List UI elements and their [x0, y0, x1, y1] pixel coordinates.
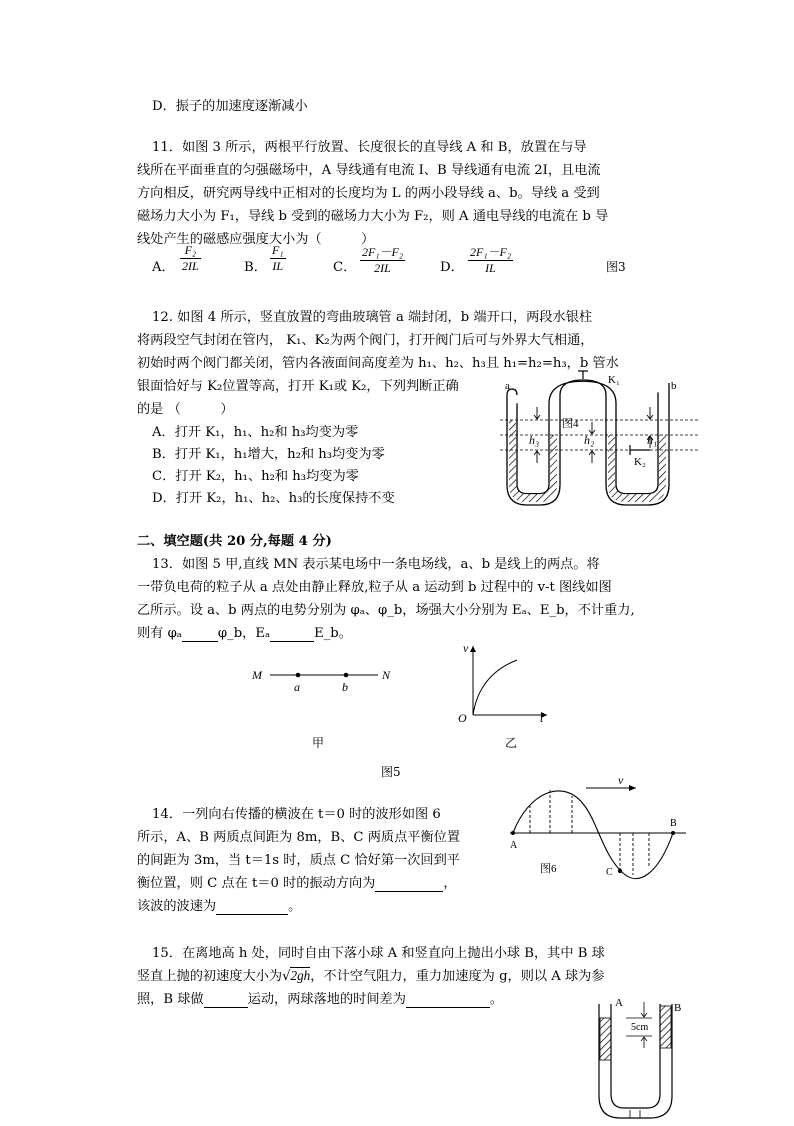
q14-blank-2[interactable] [216, 899, 288, 915]
figure-4-label-h2: h₂ [584, 433, 595, 447]
q15-blank-2[interactable] [406, 992, 490, 1008]
figure-5-label-a: a [294, 680, 300, 694]
q12-option-c: C．打开 K₂，h₁、h₂和 h₃均变为零 [152, 469, 359, 484]
figure-4-label-h3: h₃ [529, 433, 540, 447]
q13-blank-2[interactable] [270, 626, 314, 642]
figure-5-caption-jia: 甲 [312, 736, 325, 750]
figure-6-label-v: v [618, 773, 624, 787]
q14-line-5-end: 。 [288, 899, 302, 914]
figure-6-wave [508, 775, 688, 885]
figure-4-tube-diagram [500, 375, 700, 515]
q11-option-c-num: 2F₁－F₂ [362, 245, 404, 259]
q11-option-c-label: C． [333, 260, 357, 275]
figure-3-label: 图3 [606, 260, 626, 274]
q12-option-b: B．打开 K₁，h₁增大，h₂和 h₃均变为零 [152, 447, 385, 462]
figure-5-caption-yi: 乙 [505, 736, 518, 750]
figure-6-label-b: B [670, 818, 677, 829]
q13-line-1: 13．如图 5 甲,直线 MN 表示某电场中一条电场线，a、b 是线上的两点。将 [152, 557, 600, 572]
q14-line-1: 14．一列向右传播的横波在 t＝0 时的波形如图 6 [152, 807, 441, 822]
figure-5-label-b: b [342, 680, 348, 694]
q15-line-2 [137, 965, 605, 984]
q15-line-3-mid: 运动，两球落地的时间差为 [247, 992, 406, 1007]
q11-option-b-fraction [270, 243, 286, 274]
figure-u-tube-label-dist: 5cm [631, 1022, 649, 1033]
q12-line-5: 的是 （ ） [137, 402, 234, 417]
figure-5-label-v: v [463, 641, 469, 655]
q15-line-1: 15．在离地高 h 处，同时自由下落小球 A 和竖直向上抛出小球 B，其中 B 球 [152, 946, 605, 961]
q14-line-2: 所示，A、B 两质点间距为 8m，B、C 两质点平衡位置 [137, 830, 461, 845]
q11-line-2: 线所在平面垂直的匀强磁场中，A 导线通有电流 I、B 导线通有电流 2I，且电流 [137, 163, 601, 178]
figure-5-yi-vt-graph [455, 640, 555, 730]
q14-line-3: 的间距为 3m，当 t＝1s 时，质点 C 恰好第一次回到平 [137, 853, 460, 868]
q11-option-a-fraction [180, 243, 201, 274]
mercury-right-u [608, 435, 666, 502]
q12-option-a: A．打开 K₁，h₁、h₂和 h₃均变为零 [152, 425, 359, 440]
figure-5-label-n: N [382, 668, 391, 682]
figure-6-label: 图6 [540, 863, 557, 875]
q11-option-a-label: A． [152, 260, 175, 275]
q11-option-c-den: 2IL [374, 261, 391, 275]
q12-line-3: 初始时两个阀门都关闭，管内各液面间高度差为 h₁、h₂、h₃且 h₁=h₂=h₃，b 管水 [137, 356, 619, 371]
q11-option-b-num: F₁ [272, 243, 284, 257]
q11-option-d-label: D． [440, 260, 464, 275]
q14-blank-1[interactable] [375, 876, 443, 892]
q14-line-5-text: 该波的波速为 [137, 899, 217, 914]
q11-option-a-den: 2IL [182, 259, 199, 273]
figure-u-tube-label-b: B [674, 1002, 682, 1014]
q10-option-d: D．振子的加速度逐渐减小 [152, 99, 308, 114]
figure-5-label-t: t [540, 711, 544, 725]
q15-line-3-prefix: 照，B 球做 [137, 992, 204, 1007]
q15-line-3 [137, 988, 503, 1008]
q15-line-3-end: 。 [489, 992, 504, 1007]
figure-4-label-h1: h₁ [647, 433, 658, 447]
figure-5-label-m: M [252, 668, 262, 682]
q11-line-3: 方向相反，研究两导线中正相对的长度均为 L 的两小段导线 a、b。导线 a 受到 [137, 186, 600, 201]
q12-line-1: 12. 如图 4 所示，竖直放置的弯曲玻璃管 a 端封闭，b 端开口，两段水银柱 [152, 310, 593, 325]
q13-line-4-mid: φ_b，Eₐ [217, 626, 271, 641]
q15-line-2-prefix: 竖直上抛的初速度大小为 [137, 969, 283, 984]
mercury-left-u-right-arm [550, 435, 557, 450]
figure-5-jia-field-line [250, 663, 400, 693]
q13-line-2: 一带负电荷的粒子从 a 点处由静止释放,粒子从 a 运动到 b 过程中的 v-t 图线如图 [137, 580, 612, 595]
figure-6-label-a: A [510, 840, 518, 851]
q13-line-4-prefix: 则有 φₐ [137, 626, 182, 641]
q12-option-d: D．打开 K₂，h₁、h₂、h₃的长度保持不变 [152, 491, 395, 506]
q11-line-5: 线处产生的磁感应强度大小为（ ） [137, 232, 375, 247]
figure-6-label-c: C [606, 867, 613, 878]
q11-line-4: 磁场力大小为 F₁，导线 b 受到的磁场力大小为 F₂，则 A 通电导线的电流在 b 导 [137, 209, 609, 224]
q12-line-2: 将两段空气封闭在管内， K₁、K₂为两个阀门，打开阀门后可与外界大气相通， [137, 333, 594, 348]
vt-curve [473, 660, 517, 715]
q11-option-b-label: B． [244, 260, 267, 275]
q11-option-c-fraction [360, 243, 405, 276]
figure-4-label-k1: K₁ [608, 374, 620, 386]
figure-4-label: 图4 [562, 418, 579, 430]
figure-5-label: 图5 [381, 765, 401, 779]
q13-line-4-end: E_b。 [314, 626, 352, 641]
figure-u-tube-label-a: A [615, 997, 623, 1009]
q14-line-4 [137, 872, 457, 892]
q15-blank-1[interactable] [204, 992, 248, 1008]
q11-option-d-fraction [468, 243, 513, 276]
q14-line-4-end: ， [443, 876, 457, 891]
q11-option-a-num: F₂ [180, 243, 201, 259]
q11-line-1: 11．如图 3 所示，两根平行放置、长度很长的直导线 A 和 B，放置在与导 [152, 140, 587, 155]
figure-5-label-o: O [458, 711, 467, 725]
section-2-title: 二、填空题(共 20 分,每题 4 分) [137, 534, 332, 549]
sqrt-content: 2gh [290, 968, 311, 983]
q14-line-5 [137, 895, 301, 915]
sqrt-sign: √ [282, 969, 291, 984]
q13-line-3: 乙所示。设 a、b 两点的电势分别为 φₐ、φ_b，场强大小分别为 Eₐ、E_b，不计重力, [137, 603, 635, 618]
figure-4-label-b: b [671, 380, 677, 392]
figure-4-label-k2: K₂ [634, 456, 646, 468]
q15-line-2-suffix: ，不计空气阻力，重力加速度为 g，则以 A 球为参 [310, 969, 605, 984]
q12-line-4: 银面恰好与 K₂位置等高，打开 K₁或 K₂，下列判断正确 [137, 379, 459, 394]
q14-line-4-text: 衡位置，则 C 点在 t＝0 时的振动方向为 [137, 876, 376, 891]
figure-u-tube [590, 996, 690, 1126]
q11-option-b-den: IL [272, 259, 284, 273]
q13-blank-1[interactable] [182, 626, 218, 642]
q13-line-4 [137, 622, 352, 642]
q11-option-d-num: 2F₁－F₂ [470, 245, 512, 259]
figure-4-label-a: a [505, 380, 510, 392]
q11-option-d-den: IL [485, 261, 496, 275]
